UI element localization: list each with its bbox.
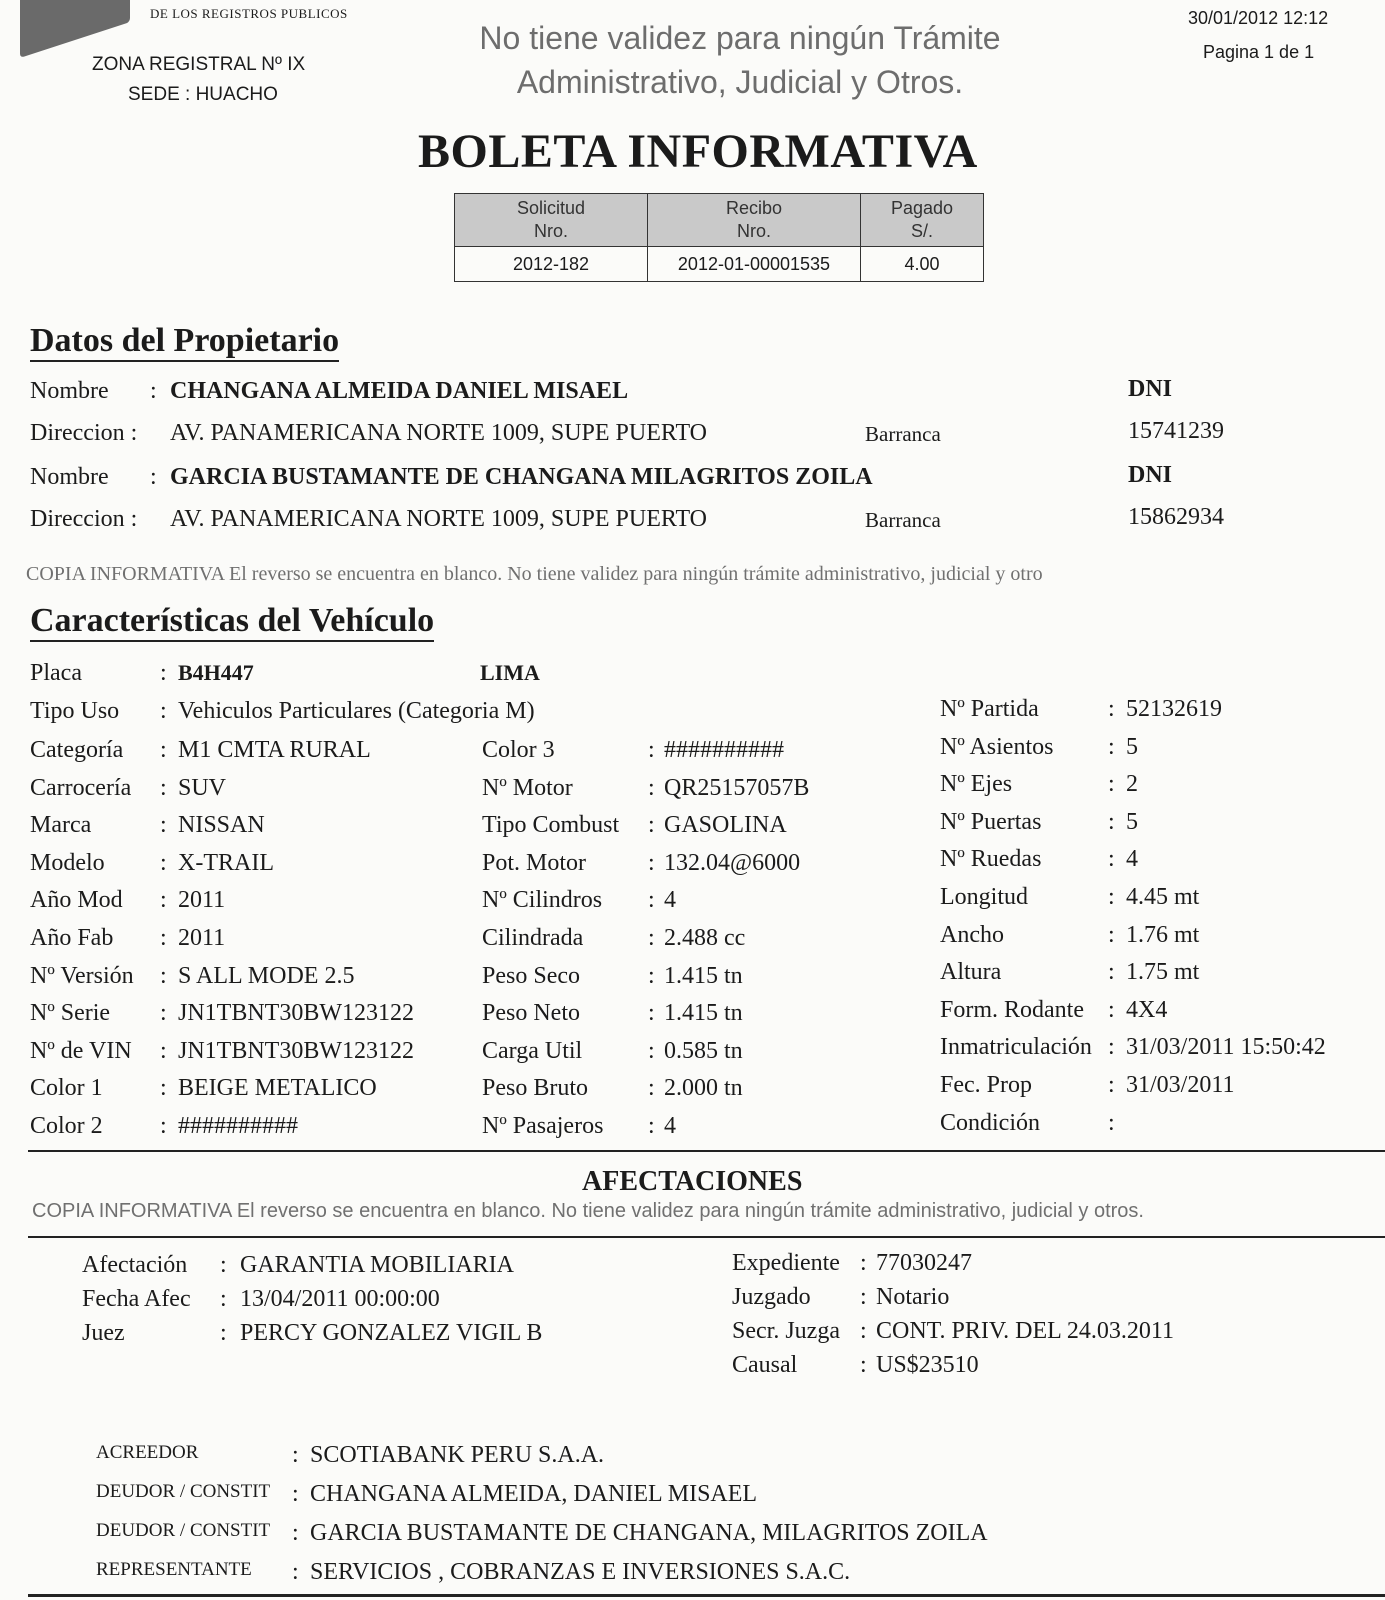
field-value: ########## — [178, 1113, 298, 1139]
field-value: 1.415 tn — [664, 962, 743, 989]
solicitud-value: 2012-182 — [455, 247, 648, 282]
field-label: Año Fab — [30, 925, 114, 951]
sede: SEDE : HUACHO — [128, 84, 278, 105]
pagado-value: 4.00 — [861, 247, 984, 282]
colon: : — [160, 698, 167, 724]
field-value: 4 — [1126, 846, 1138, 873]
field-label: Color 2 — [30, 1113, 103, 1139]
owner-1-nombre: CHANGANA ALMEIDA DANIEL MISAEL — [170, 378, 629, 404]
header-text: Solicitud — [516, 198, 586, 218]
field-value: 1.415 tn — [664, 1000, 743, 1027]
colon: : — [160, 925, 167, 951]
field-value: M1 CMTA RURAL — [178, 737, 371, 763]
colon: : — [648, 1113, 655, 1139]
colon: : — [160, 962, 167, 989]
field-value: 31/03/2011 — [1126, 1072, 1235, 1098]
field-label: Peso Bruto — [482, 1075, 589, 1102]
colon: : — [160, 1075, 167, 1102]
tipo-uso-value: Vehiculos Particulares (Categoria M) — [178, 698, 535, 724]
colon: : — [860, 1352, 867, 1378]
colon: : — [150, 378, 157, 404]
colon: : — [292, 1442, 299, 1468]
owner-2-distrito: Barranca — [865, 508, 941, 532]
watermark-copia-1: COPIA INFORMATIVA El reverso se encuentra en blanco. No tiene validez para ningún trámite administrativo, judicial y otro — [26, 563, 1043, 585]
field-value: 31/03/2011 15:50:42 — [1126, 1034, 1326, 1061]
field-label: Nº Pasajeros — [482, 1113, 604, 1139]
header-text: Nro. — [736, 221, 771, 241]
colon: : — [860, 1250, 867, 1276]
colon: : — [292, 1481, 299, 1507]
field-value: 4 — [664, 1113, 676, 1139]
field-label: Pot. Motor — [482, 849, 587, 876]
header-text: S/. — [910, 221, 933, 241]
field-label: Color 3 — [482, 737, 555, 763]
field-label: Nº Ruedas — [940, 846, 1042, 873]
colon: : — [1108, 996, 1115, 1023]
colon: : — [220, 1320, 227, 1346]
divider — [28, 1594, 1385, 1597]
field-label: Carrocería — [30, 774, 132, 801]
tipo-uso-label: Tipo Uso — [30, 698, 120, 724]
colon: : — [1108, 846, 1115, 873]
owner-1-direccion: AV. PANAMERICANA NORTE 1009, SUPE PUERTO — [170, 420, 707, 446]
field-value: Notario — [876, 1284, 950, 1310]
owner-1-nombre-label: Nombre — [30, 378, 109, 404]
document-title: BOLETA INFORMATIVA — [418, 125, 978, 178]
owner-2-nombre: GARCIA BUSTAMANTE DE CHANGANA MILAGRITOS ZOILA — [170, 464, 873, 490]
field-value: 1.76 mt — [1126, 921, 1200, 948]
field-label: Nº Motor — [482, 774, 573, 801]
field-value: GARCIA BUSTAMANTE DE CHANGANA, MILAGRITOS ZOILA — [310, 1520, 988, 1546]
field-label: Juez — [82, 1320, 125, 1346]
field-label: Longitud — [940, 884, 1028, 910]
colon: : — [292, 1559, 299, 1585]
owner-1-dni: 15741239 — [1128, 418, 1224, 444]
field-value: JN1TBNT30BW123122 — [178, 1037, 414, 1064]
field-label: Nº de VIN — [30, 1037, 132, 1064]
field-label: Form. Rodante — [940, 996, 1084, 1023]
field-label: ACREEDOR — [96, 1442, 199, 1463]
field-value: PERCY GONZALEZ VIGIL B — [240, 1320, 543, 1346]
zona-registral: ZONA REGISTRAL Nº IX — [92, 54, 306, 75]
field-value: 52132619 — [1126, 696, 1222, 722]
field-value: X-TRAIL — [178, 849, 274, 876]
header-text: Recibo — [725, 198, 783, 218]
field-value: CONT. PRIV. DEL 24.03.2011 — [876, 1318, 1175, 1344]
receipt-header-row — [455, 194, 984, 247]
colon: : — [1108, 1109, 1115, 1136]
field-value: JN1TBNT30BW123122 — [178, 1000, 414, 1027]
colon: : — [1108, 884, 1115, 910]
field-value: 2 — [1126, 771, 1138, 798]
field-value: NISSAN — [178, 812, 265, 839]
colon: : — [1108, 771, 1115, 798]
sunarp-logo — [20, 0, 130, 58]
colon: : — [160, 660, 167, 686]
field-value: 2.000 tn — [664, 1075, 743, 1102]
colon: : — [160, 737, 167, 763]
owner-2-direccion-label: Direccion : — [30, 506, 138, 532]
owner-2-dni-label: DNI — [1128, 462, 1173, 488]
print-datetime: 30/01/2012 12:12 — [1188, 8, 1329, 28]
field-value: S ALL MODE 2.5 — [178, 962, 355, 989]
receipt-value-row — [455, 247, 984, 282]
colon: : — [160, 1037, 167, 1064]
field-value: 0.585 tn — [664, 1037, 743, 1064]
colon: : — [860, 1284, 867, 1310]
field-label: Nº Partida — [940, 696, 1039, 722]
divider — [28, 1236, 1385, 1238]
field-value: 2.488 cc — [664, 925, 746, 951]
field-value: QR25157057B — [664, 774, 810, 801]
org-name: DE LOS REGISTROS PUBLICOS — [150, 6, 348, 21]
field-label: Modelo — [30, 849, 105, 876]
colon: : — [648, 849, 655, 876]
field-value: 4X4 — [1126, 996, 1168, 1023]
colon: : — [160, 812, 167, 839]
field-label: Afectación — [82, 1252, 188, 1278]
field-value: GARANTIA MOBILIARIA — [240, 1252, 514, 1278]
colon: : — [292, 1520, 299, 1546]
field-label: Fecha Afec — [82, 1286, 191, 1312]
placa-value: B4H447 — [178, 660, 254, 685]
colon: : — [160, 849, 167, 876]
field-label: Peso Neto — [482, 1000, 580, 1027]
notice-line-2: No tiene validez para ningún Trámite — [479, 20, 1001, 56]
colon: : — [648, 1075, 655, 1102]
field-value: 132.04@6000 — [664, 849, 801, 876]
field-value: 77030247 — [876, 1250, 972, 1276]
colon: : — [1108, 1072, 1115, 1098]
field-value: ########## — [664, 737, 784, 763]
field-label: Color 1 — [30, 1075, 103, 1102]
recibo-value: 2012-01-00001535 — [648, 247, 861, 282]
colon: : — [648, 1037, 655, 1064]
colon: : — [648, 737, 655, 763]
owner-2-dni: 15862934 — [1128, 504, 1224, 530]
owner-2-direccion: AV. PANAMERICANA NORTE 1009, SUPE PUERTO — [170, 506, 707, 532]
field-label: Fec. Prop — [940, 1072, 1032, 1098]
field-label: Causal — [732, 1352, 798, 1378]
colon: : — [1108, 921, 1115, 948]
owner-1-direccion-label: Direccion : — [30, 420, 138, 446]
notice-line-3: Administrativo, Judicial y Otros. — [516, 64, 964, 100]
divider — [28, 1150, 1385, 1152]
colon: : — [1108, 1034, 1115, 1061]
colon: : — [860, 1318, 867, 1344]
col-pagado — [861, 194, 984, 247]
field-label: Secr. Juzga — [732, 1318, 840, 1344]
field-value: 5 — [1126, 733, 1138, 760]
colon: : — [648, 1000, 655, 1027]
colon: : — [150, 464, 157, 490]
col-recibo — [648, 194, 861, 247]
colon: : — [220, 1286, 227, 1312]
field-value: 4.45 mt — [1126, 884, 1200, 910]
field-value: BEIGE METALICO — [178, 1075, 377, 1102]
field-label: DEUDOR / CONSTIT — [96, 1520, 271, 1541]
colon: : — [648, 812, 655, 839]
owner-2-nombre-label: Nombre — [30, 464, 109, 490]
field-value: GASOLINA — [664, 812, 787, 839]
field-label: Año Mod — [30, 887, 123, 914]
field-label: Nº Ejes — [940, 771, 1013, 798]
field-label: Nº Versión — [30, 962, 134, 989]
watermark-copia-2: COPIA INFORMATIVA El reverso se encuentra en blanco. No tiene validez para ningún trámite administrativo, judicial y otros. — [32, 1200, 1144, 1222]
colon: : — [1108, 959, 1115, 986]
field-value: 2011 — [178, 887, 226, 914]
owner-1-distrito: Barranca — [865, 422, 941, 446]
field-label: Expediente — [732, 1250, 840, 1276]
colon: : — [648, 962, 655, 989]
field-label: Nº Serie — [30, 1000, 111, 1027]
field-label: Inmatriculación — [940, 1034, 1092, 1061]
field-value: 4 — [664, 887, 676, 914]
field-value: US$23510 — [876, 1352, 979, 1378]
field-label: REPRESENTANTE — [96, 1559, 252, 1580]
field-label: DEUDOR / CONSTIT — [96, 1481, 271, 1502]
field-value: 13/04/2011 00:00:00 — [240, 1286, 440, 1312]
col-solicitud — [455, 194, 648, 247]
field-label: Peso Seco — [482, 962, 580, 989]
section-title-vehiculo: Características del Vehículo — [30, 602, 434, 642]
field-label: Ancho — [940, 921, 1004, 948]
field-label: Condición — [940, 1109, 1040, 1136]
field-label: Tipo Combust — [482, 812, 620, 839]
field-value: SUV — [178, 774, 227, 801]
field-label: Altura — [940, 959, 1002, 986]
colon: : — [1108, 733, 1115, 760]
placa-label: Placa — [30, 660, 82, 686]
afectaciones-title: AFECTACIONES — [582, 1166, 803, 1197]
field-label: Marca — [30, 812, 92, 839]
field-label: Categoría — [30, 737, 124, 763]
header-text: Pagado — [890, 198, 954, 218]
colon: : — [1108, 696, 1115, 722]
field-value: SCOTIABANK PERU S.A.A. — [310, 1442, 605, 1468]
owner-1-dni-label: DNI — [1128, 376, 1173, 402]
validity-notice — [440, 16, 1040, 104]
colon: : — [648, 925, 655, 951]
colon: : — [648, 774, 655, 801]
colon: : — [648, 887, 655, 914]
receipt-table — [454, 193, 984, 282]
colon: : — [160, 887, 167, 914]
field-label: Juzgado — [732, 1284, 811, 1310]
colon: : — [1108, 808, 1115, 835]
section-title-propietario: Datos del Propietario — [30, 322, 339, 362]
field-value: SERVICIOS , COBRANZAS E INVERSIONES S.A.C. — [310, 1559, 851, 1585]
field-value: 5 — [1126, 808, 1138, 835]
colon: : — [160, 774, 167, 801]
field-value: 1.75 mt — [1126, 959, 1200, 986]
page-indicator: Pagina 1 de 1 — [1203, 42, 1315, 62]
field-value: CHANGANA ALMEIDA, DANIEL MISAEL — [310, 1481, 758, 1507]
field-label: Nº Cilindros — [482, 887, 603, 914]
colon: : — [160, 1113, 167, 1139]
field-value: 2011 — [178, 925, 226, 951]
colon: : — [160, 1000, 167, 1027]
colon: : — [220, 1252, 227, 1278]
field-label: Cilindrada — [482, 925, 584, 951]
header-text: Nro. — [533, 221, 568, 241]
field-label: Nº Puertas — [940, 808, 1042, 835]
placa-ciudad: LIMA — [480, 660, 540, 685]
field-label: Nº Asientos — [940, 733, 1054, 760]
field-label: Carga Util — [482, 1037, 583, 1064]
